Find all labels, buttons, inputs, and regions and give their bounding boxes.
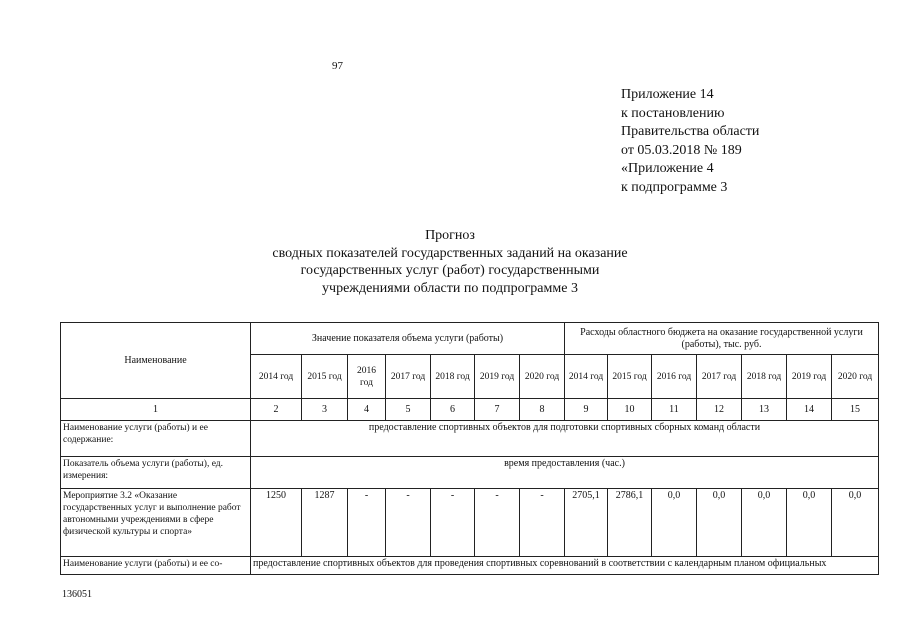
appendix-line: к постановлению xyxy=(621,105,725,121)
title-line: Прогноз xyxy=(425,228,475,243)
title-line: сводных показателей государственных заданий на оказание xyxy=(272,245,628,261)
column-number: 2 xyxy=(251,399,302,421)
table-row xyxy=(61,489,879,557)
footer-code: 136051 xyxy=(62,589,92,600)
indicator-value: время предоставления (час.) xyxy=(251,457,879,489)
event-value: 1250 xyxy=(251,489,302,557)
header-name: Наименование xyxy=(61,323,251,399)
event-value: 0,0 xyxy=(832,489,879,557)
service-name-value: предоставление спортивных объектов для проведения спортивных соревнований в соответствии с календарным планом официальных xyxy=(251,557,879,575)
column-number: 7 xyxy=(475,399,520,421)
appendix-line: к подпрограмме 3 xyxy=(621,179,728,195)
column-number: 6 xyxy=(431,399,475,421)
column-number: 8 xyxy=(520,399,565,421)
event-value: - xyxy=(475,489,520,557)
column-number: 14 xyxy=(787,399,832,421)
document-title xyxy=(215,227,685,297)
indicator-label: Показатель объема услуги (работы), ед. измерения: xyxy=(61,457,251,489)
volume-year: 2014 год xyxy=(251,355,302,399)
expense-year: 2017 год xyxy=(697,355,742,399)
column-number: 13 xyxy=(742,399,787,421)
volume-year: 2020 год xyxy=(520,355,565,399)
event-value: - xyxy=(386,489,431,557)
event-value: 2786,1 xyxy=(608,489,652,557)
column-number: 1 xyxy=(61,399,251,421)
event-value: 0,0 xyxy=(742,489,787,557)
event-value: 0,0 xyxy=(697,489,742,557)
table-row xyxy=(61,557,879,575)
appendix-block xyxy=(621,86,759,197)
expense-year: 2020 год xyxy=(832,355,879,399)
column-number: 4 xyxy=(348,399,386,421)
event-value: 1287 xyxy=(302,489,348,557)
expense-year: 2019 год xyxy=(787,355,832,399)
column-number: 15 xyxy=(832,399,879,421)
event-label: Мероприятие 3.2 «Оказание государственных услуг и выполнение работ автономными учреждениями в сфере физической культуры и спорта» xyxy=(61,489,251,557)
volume-year: 2016 год xyxy=(348,355,386,399)
header-expenses: Расходы областного бюджета на оказание государственной услуги (работы), тыс. руб. xyxy=(565,323,879,355)
column-number: 9 xyxy=(565,399,608,421)
volume-year: 2015 год xyxy=(302,355,348,399)
service-name-label: Наименование услуги (работы) и ее содержание: xyxy=(61,421,251,457)
event-value: - xyxy=(431,489,475,557)
appendix-line: «Приложение 4 xyxy=(621,161,714,176)
header-volume: Значение показателя объема услуги (работы) xyxy=(251,323,565,355)
column-number: 5 xyxy=(386,399,431,421)
table-row xyxy=(61,457,879,489)
appendix-line: Правительства области xyxy=(621,124,760,139)
column-number: 11 xyxy=(652,399,697,421)
expense-year: 2018 год xyxy=(742,355,787,399)
page-number: 97 xyxy=(332,60,343,72)
expense-year: 2014 год xyxy=(565,355,608,399)
column-number: 10 xyxy=(608,399,652,421)
volume-year: 2019 год xyxy=(475,355,520,399)
event-value: 0,0 xyxy=(652,489,697,557)
service-name-label: Наименование услуги (работы) и ее со- xyxy=(61,557,251,575)
column-number: 12 xyxy=(697,399,742,421)
expense-year: 2016 год xyxy=(652,355,697,399)
appendix-line: Приложение 14 xyxy=(621,87,714,102)
appendix-line: от 05.03.2018 № 189 xyxy=(621,142,742,158)
volume-year: 2017 год xyxy=(386,355,431,399)
event-value: 0,0 xyxy=(787,489,832,557)
event-value: 2705,1 xyxy=(565,489,608,557)
title-line: учреждениями области по подпрограмме 3 xyxy=(322,280,578,296)
volume-year: 2018 год xyxy=(431,355,475,399)
column-number: 3 xyxy=(302,399,348,421)
service-name-value: предоставление спортивных объектов для подготовки спортивных сборных команд области xyxy=(251,421,879,457)
expense-year: 2015 год xyxy=(608,355,652,399)
forecast-table xyxy=(60,322,879,575)
column-numbers-row xyxy=(61,399,879,421)
event-value: - xyxy=(348,489,386,557)
table-row xyxy=(61,421,879,457)
event-value: - xyxy=(520,489,565,557)
table-header-row xyxy=(61,323,879,355)
title-line: государственных услуг (работ) государственными xyxy=(300,263,600,278)
